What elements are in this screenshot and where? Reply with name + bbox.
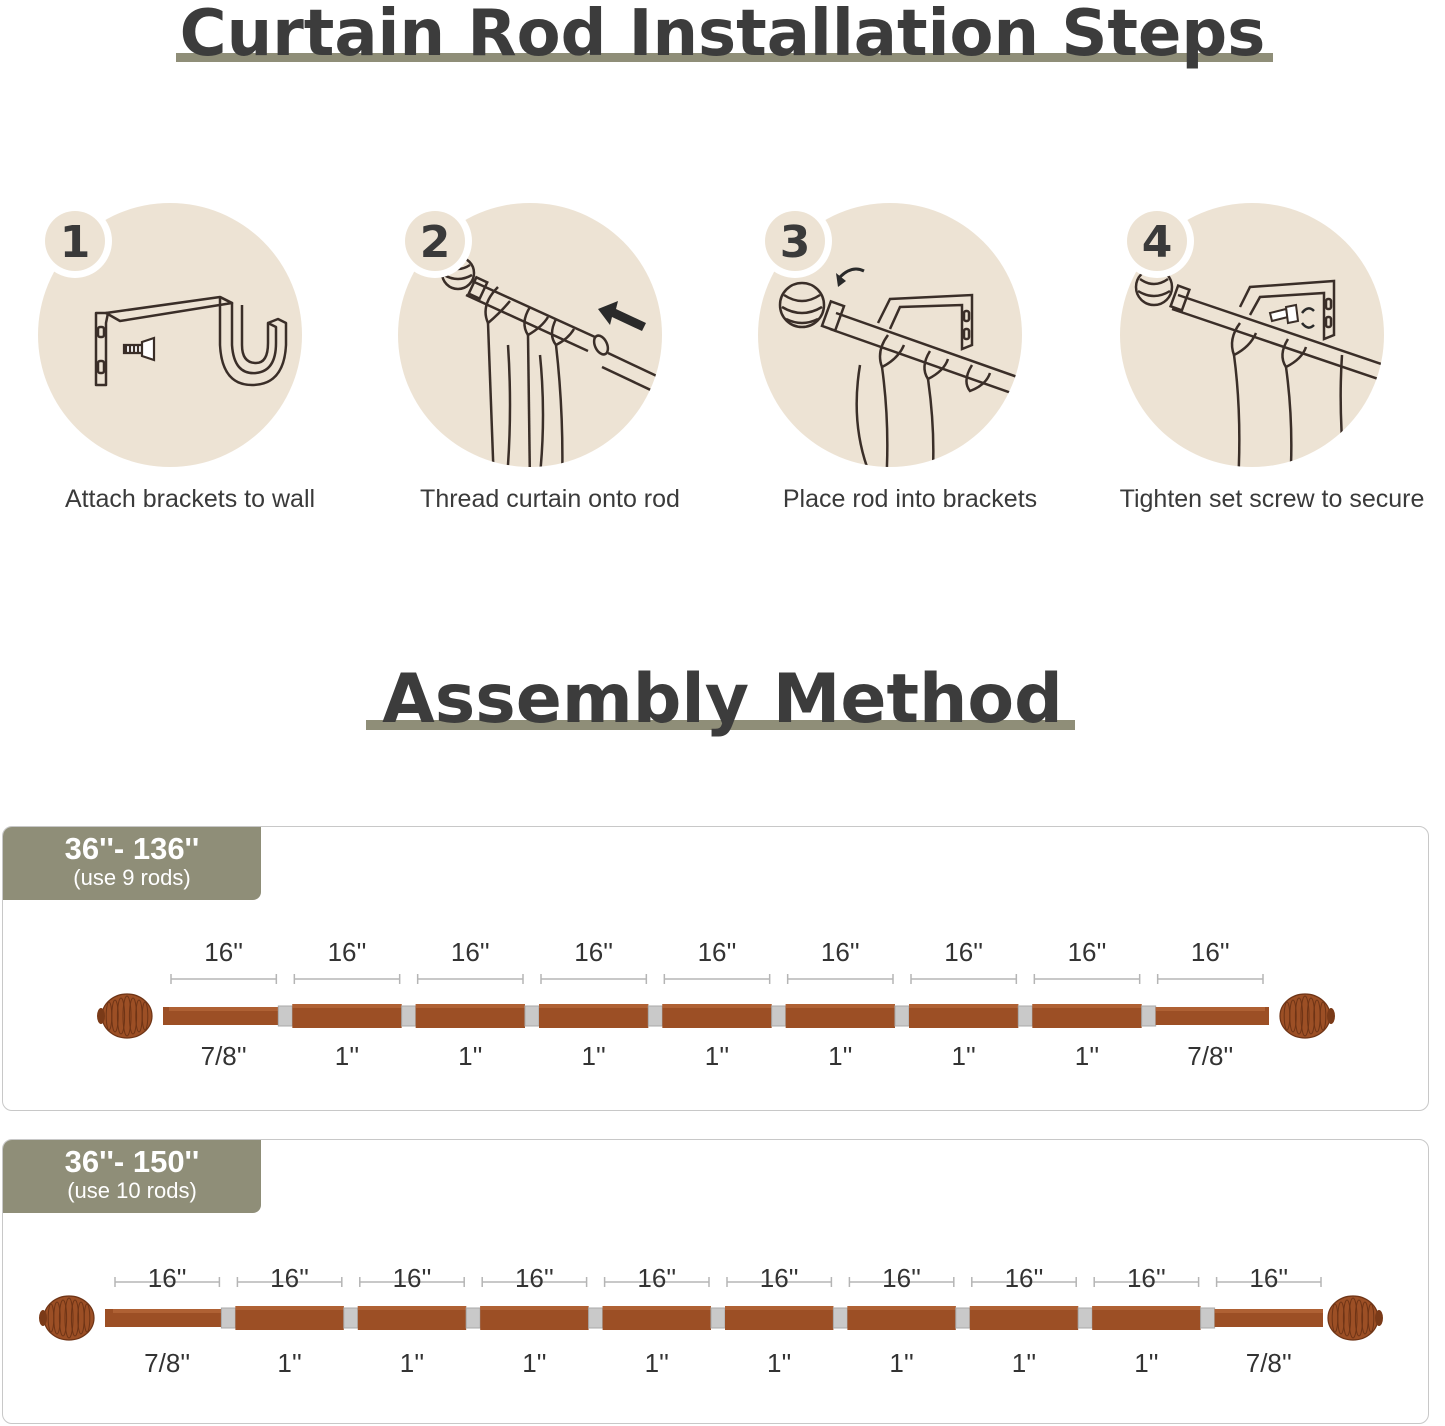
segment-diameter-label: 1'' xyxy=(1134,1348,1159,1378)
segment-length-label: 16'' xyxy=(820,937,860,967)
segment-diameter-label: 1'' xyxy=(458,1041,483,1071)
rod-highlight xyxy=(662,1004,771,1008)
segment-diameter-label: 1'' xyxy=(1074,1041,1100,1071)
rod-connector xyxy=(278,1006,292,1026)
segment-diameter-label: 7/8'' xyxy=(1187,1041,1234,1071)
dimension-line xyxy=(541,974,646,984)
dimension-line xyxy=(1158,974,1263,984)
step-3 xyxy=(740,195,1080,525)
rod-connector xyxy=(1018,1006,1032,1026)
segment-length-label: 16'' xyxy=(1249,1263,1289,1293)
step-caption: Thread curtain onto rod xyxy=(420,485,680,513)
rod-connector xyxy=(895,1006,909,1026)
segment-diameter-label: 1'' xyxy=(828,1041,853,1071)
rod-highlight xyxy=(603,1306,711,1310)
rod-connector xyxy=(221,1308,235,1328)
step-1 xyxy=(20,195,360,525)
segment-length-label: 16'' xyxy=(514,1263,554,1293)
rod-highlight xyxy=(1092,1306,1200,1310)
rod-highlight xyxy=(909,1004,1018,1008)
segment-diameter-label: 7/8'' xyxy=(144,1348,191,1378)
finial xyxy=(1257,994,1335,1038)
step-2 xyxy=(380,195,720,525)
segment-length-label: 16'' xyxy=(327,937,367,967)
segment-diameter-label: 7/8'' xyxy=(1245,1348,1292,1378)
installation-heading xyxy=(0,0,1445,74)
rod-highlight xyxy=(725,1306,833,1310)
segment-diameter-label: 1'' xyxy=(334,1041,360,1071)
rod-connector xyxy=(466,1308,480,1328)
rod-connector xyxy=(648,1006,662,1026)
rod-connector xyxy=(589,1308,603,1328)
assembly-heading xyxy=(0,660,1445,740)
rod-diagram xyxy=(3,1140,1428,1423)
dimension-line xyxy=(664,974,769,984)
rod-highlight xyxy=(970,1306,1078,1310)
step-number: 2 xyxy=(419,217,451,268)
step-number: 1 xyxy=(59,217,91,268)
rod-highlight xyxy=(169,1007,278,1011)
segment-diameter-label: 1'' xyxy=(704,1041,730,1071)
config-panel-1 xyxy=(2,826,1429,1111)
dimension-line xyxy=(911,974,1016,984)
rod-connector xyxy=(525,1006,539,1026)
rod-connector xyxy=(711,1308,725,1328)
segment-diameter-label: 1'' xyxy=(522,1348,547,1378)
segment-length-label: 16'' xyxy=(1004,1263,1044,1293)
rod-count-note: (use 9 rods) xyxy=(73,865,191,890)
range-label: 36''- 136'' xyxy=(64,831,200,866)
finial xyxy=(97,994,175,1038)
segment-length-label: 16'' xyxy=(944,937,984,967)
segment-length-label: 16'' xyxy=(270,1263,310,1293)
rod-connector xyxy=(1078,1308,1092,1328)
segment-length-label: 16'' xyxy=(147,1263,187,1293)
rod-highlight xyxy=(358,1306,466,1310)
step-number: 3 xyxy=(779,217,811,268)
dimension-line xyxy=(788,974,893,984)
dimension-line xyxy=(418,974,523,984)
range-label: 36''- 150'' xyxy=(64,1144,200,1179)
segment-length-label: 16'' xyxy=(392,1263,432,1293)
rod-highlight xyxy=(539,1004,648,1008)
segment-diameter-label: 7/8'' xyxy=(200,1041,247,1071)
segment-diameter-label: 1'' xyxy=(581,1041,606,1071)
dimension-line xyxy=(1034,974,1139,984)
step-4 xyxy=(1102,195,1442,525)
rod-diagram xyxy=(3,827,1428,1110)
segment-length-label: 16'' xyxy=(1190,937,1230,967)
rod-connector xyxy=(772,1006,786,1026)
segment-diameter-label: 1'' xyxy=(1011,1348,1037,1378)
dimension-line xyxy=(171,974,276,984)
rod-highlight xyxy=(786,1004,895,1008)
dimension-line xyxy=(294,974,399,984)
segment-length-label: 16'' xyxy=(574,937,614,967)
segment-length-label: 16'' xyxy=(637,1263,677,1293)
page-title: Curtain Rod Installation Steps xyxy=(179,0,1266,71)
rod-count-note: (use 10 rods) xyxy=(67,1178,197,1203)
segment-diameter-label: 1'' xyxy=(767,1348,792,1378)
step-caption: Place rod into brackets xyxy=(782,485,1038,513)
segment-diameter-label: 1'' xyxy=(951,1041,976,1071)
rod-highlight xyxy=(416,1004,525,1008)
step-caption: Tighten set screw to secure xyxy=(1119,485,1425,513)
step-caption: Attach brackets to wall xyxy=(64,485,316,513)
segment-length-label: 16'' xyxy=(697,937,737,967)
rod-highlight xyxy=(113,1309,221,1313)
rod-connector xyxy=(1201,1308,1215,1328)
rod-connector xyxy=(402,1006,416,1026)
step-number: 4 xyxy=(1141,217,1173,268)
rod-highlight xyxy=(1032,1004,1141,1008)
segment-diameter-label: 1'' xyxy=(889,1348,914,1378)
segment-diameter-label: 1'' xyxy=(644,1348,669,1378)
segment-length-label: 16'' xyxy=(1126,1263,1166,1293)
rod-highlight xyxy=(235,1306,343,1310)
segment-diameter-label: 1'' xyxy=(277,1348,302,1378)
rod-connector xyxy=(1142,1006,1156,1026)
config-panel-2 xyxy=(2,1139,1429,1424)
segment-diameter-label: 1'' xyxy=(399,1348,425,1378)
segment-length-label: 16'' xyxy=(882,1263,922,1293)
rod-highlight xyxy=(1215,1309,1323,1313)
rod-connector xyxy=(956,1308,970,1328)
assembly-title: Assembly Method xyxy=(382,660,1063,739)
segment-length-label: 16'' xyxy=(759,1263,799,1293)
rod-connector xyxy=(833,1308,847,1328)
rod-highlight xyxy=(847,1306,955,1310)
rod-highlight xyxy=(1156,1007,1265,1011)
rod-connector xyxy=(344,1308,358,1328)
rod-highlight xyxy=(480,1306,588,1310)
segment-length-label: 16'' xyxy=(204,937,244,967)
rod-highlight xyxy=(292,1004,401,1008)
segment-length-label: 16'' xyxy=(450,937,490,967)
segment-length-label: 16'' xyxy=(1067,937,1107,967)
finial xyxy=(39,1296,117,1340)
